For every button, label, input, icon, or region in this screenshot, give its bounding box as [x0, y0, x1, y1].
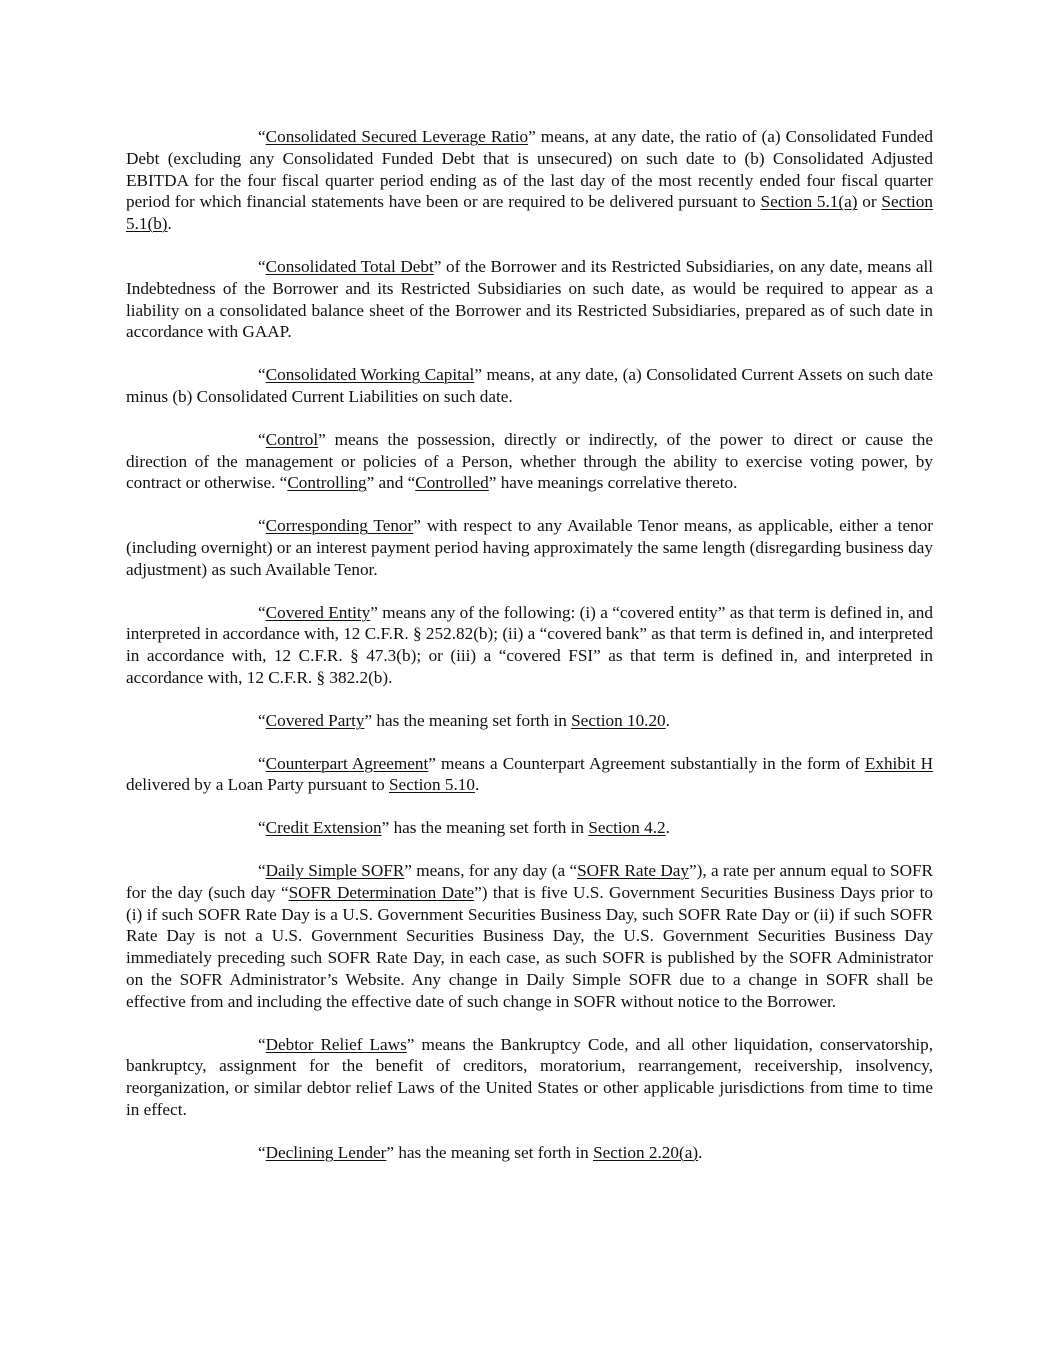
underlined-term: Section 4.2 [588, 818, 666, 838]
underlined-term: Counterpart Agreement [265, 753, 429, 773]
underlined-term: Control [265, 429, 319, 449]
definition-text: ” means, at any date, (a) Consolidated Current Assets on such date minus (b) Consolidated Current Liabilities on such date. [126, 365, 933, 406]
underlined-term: Debtor Relief Laws [265, 1034, 407, 1054]
definition-text: . [698, 1142, 703, 1162]
definition-text: “ [258, 1034, 266, 1054]
definition-text: delivered by a Loan Party pursuant to [126, 775, 389, 795]
underlined-term: Daily Simple SOFR [265, 860, 405, 880]
underlined-term: Section 5.1(a) [760, 192, 858, 212]
definition-text: . [665, 710, 670, 730]
definition-text: “ [258, 429, 266, 449]
document-page [126, 126, 933, 1184]
definition-paragraph [126, 1142, 933, 1164]
underlined-term: SOFR Rate Day [577, 860, 689, 880]
definition-paragraph [126, 126, 933, 235]
definition-paragraph [126, 429, 933, 494]
definition-paragraph [126, 515, 933, 580]
underlined-term: Consolidated Working Capital [265, 365, 475, 385]
definition-paragraph [126, 256, 933, 343]
definition-paragraph [126, 602, 933, 689]
definition-paragraph [126, 817, 933, 839]
underlined-term: Covered Entity [265, 602, 371, 622]
definition-text: ” means the possession, directly or indirectly, of the power to direct or cause the direction of the management or policies of a Person, whether through the ability to exercise voting power, by contract or otherwise. “ [126, 429, 933, 493]
definition-text: ” with respect to any Available Tenor means, as applicable, either a tenor (including overnight) or an interest payment period having approximately the same length (disregarding business day adjustment) as such Available Tenor. [126, 516, 934, 579]
definition-text: “ [258, 365, 266, 385]
definition-text: ” means a Counterpart Agreement substantially in the form of [428, 753, 865, 773]
underlined-term: Section 2.20(a) [593, 1142, 699, 1162]
definition-paragraph [126, 860, 933, 1013]
definition-text: ” and “ [366, 473, 416, 493]
underlined-term: Covered Party [265, 710, 365, 730]
underlined-term: SOFR Determination Date [288, 882, 475, 902]
definition-text: . [665, 818, 670, 838]
definition-text: “ [258, 256, 266, 276]
definition-text: “ [258, 860, 266, 880]
definition-text: or [857, 192, 882, 212]
definition-text: “ [258, 516, 266, 536]
underlined-term: Consolidated Total Debt [265, 256, 434, 276]
underlined-term: Consolidated Secured Leverage Ratio [265, 127, 529, 146]
definition-paragraph [126, 753, 933, 797]
definition-text: ” means the Bankruptcy Code, and all other liquidation, conservatorship, bankruptcy, assignment for the benefit of creditors, moratorium, rearrangement, receivership, insolvency, reorganization, or similar debtor relief Laws of the United States or other applicable jurisdictions from time to time in effect. [126, 1034, 933, 1119]
underlined-term: Exhibit H [864, 753, 933, 773]
definition-text: . [474, 775, 480, 795]
definition-text: ” has the meaning set forth in [386, 1142, 594, 1162]
underlined-term: Controlled [415, 473, 489, 493]
underlined-term: Corresponding Tenor [265, 516, 414, 536]
definition-text: “ [258, 127, 266, 146]
definition-text: ” have meanings correlative thereto. [488, 473, 738, 493]
definition-text: “ [258, 710, 266, 730]
definition-text: ” means, at any date, the ratio of (a) Consolidated Funded Debt (excluding any Consolidated Funded Debt that is unsecured) on such date to (b) Consolidated Adjusted EBITDA for the four fiscal quarter period ending as of the last day of the most recently ended four fiscal quarter period for which financial statements have been or are required to be delivered pursuant to [126, 127, 933, 212]
definition-paragraph [126, 710, 933, 732]
definition-text: ”), a rate per annum equal to SOFR for the day (such day “ [126, 860, 934, 902]
underlined-term: Credit Extension [265, 818, 382, 838]
definition-text: ” means, for any day (a “ [404, 860, 578, 880]
underlined-term: Controlling [287, 473, 367, 493]
underlined-term: Section 5.1(b) [126, 192, 933, 234]
definition-text: “ [258, 602, 266, 622]
definition-text: “ [258, 818, 266, 838]
definition-text: “ [258, 753, 266, 773]
definition-text: ” has the meaning set forth in [364, 710, 572, 730]
definition-text: ” means any of the following: (i) a “covered entity” as that term is defined in, and interpreted in accordance with, 12 C.F.R. § 252.82(b); (ii) a “covered bank” as that term is defined in, and interpreted in accordance with, 12 C.F.R. § 47.3(b); or (iii) a “covered FSI” as that term is defined in, and interpreted in accordance with, 12 C.F.R. § 382.2(b). [126, 602, 933, 687]
definition-text: . [167, 214, 172, 234]
underlined-term: Declining Lender [265, 1142, 387, 1162]
definition-text: ” has the meaning set forth in [381, 818, 589, 838]
definition-text: ”) that is five U.S. Government Securities Business Days prior to (i) if such SOFR Rate Day is a U.S. Government Securities Business Day, such SOFR Rate Day or (ii) if such SOFR Rate Day is not a U.S. Government Securities Business Day, the U.S. Government Securities Business Day immediately preceding such SOFR Rate Day, in each case, as such SOFR is published by the SOFR Administrator on the SOFR Administrator’s Website. Any change in Daily Simple SOFR due to a change in SOFR shall be effective from and including the effective date of such change in SOFR without notice to the Borrower. [126, 882, 933, 1011]
underlined-term: Section 5.10 [389, 775, 475, 795]
definition-text: ” of the Borrower and its Restricted Subsidiaries, on any date, means all Indebtedness of the Borrower and its Restricted Subsidiaries on such date, as would be required to appear as a liability on a consolidated balance sheet of the Borrower and its Restricted Subsidiaries, prepared as of such date in accordance with GAAP. [126, 256, 933, 342]
underlined-term: Section 10.20 [571, 710, 666, 730]
definition-paragraph [126, 364, 933, 408]
definition-text: “ [258, 1142, 266, 1162]
definition-paragraph [126, 1034, 933, 1121]
